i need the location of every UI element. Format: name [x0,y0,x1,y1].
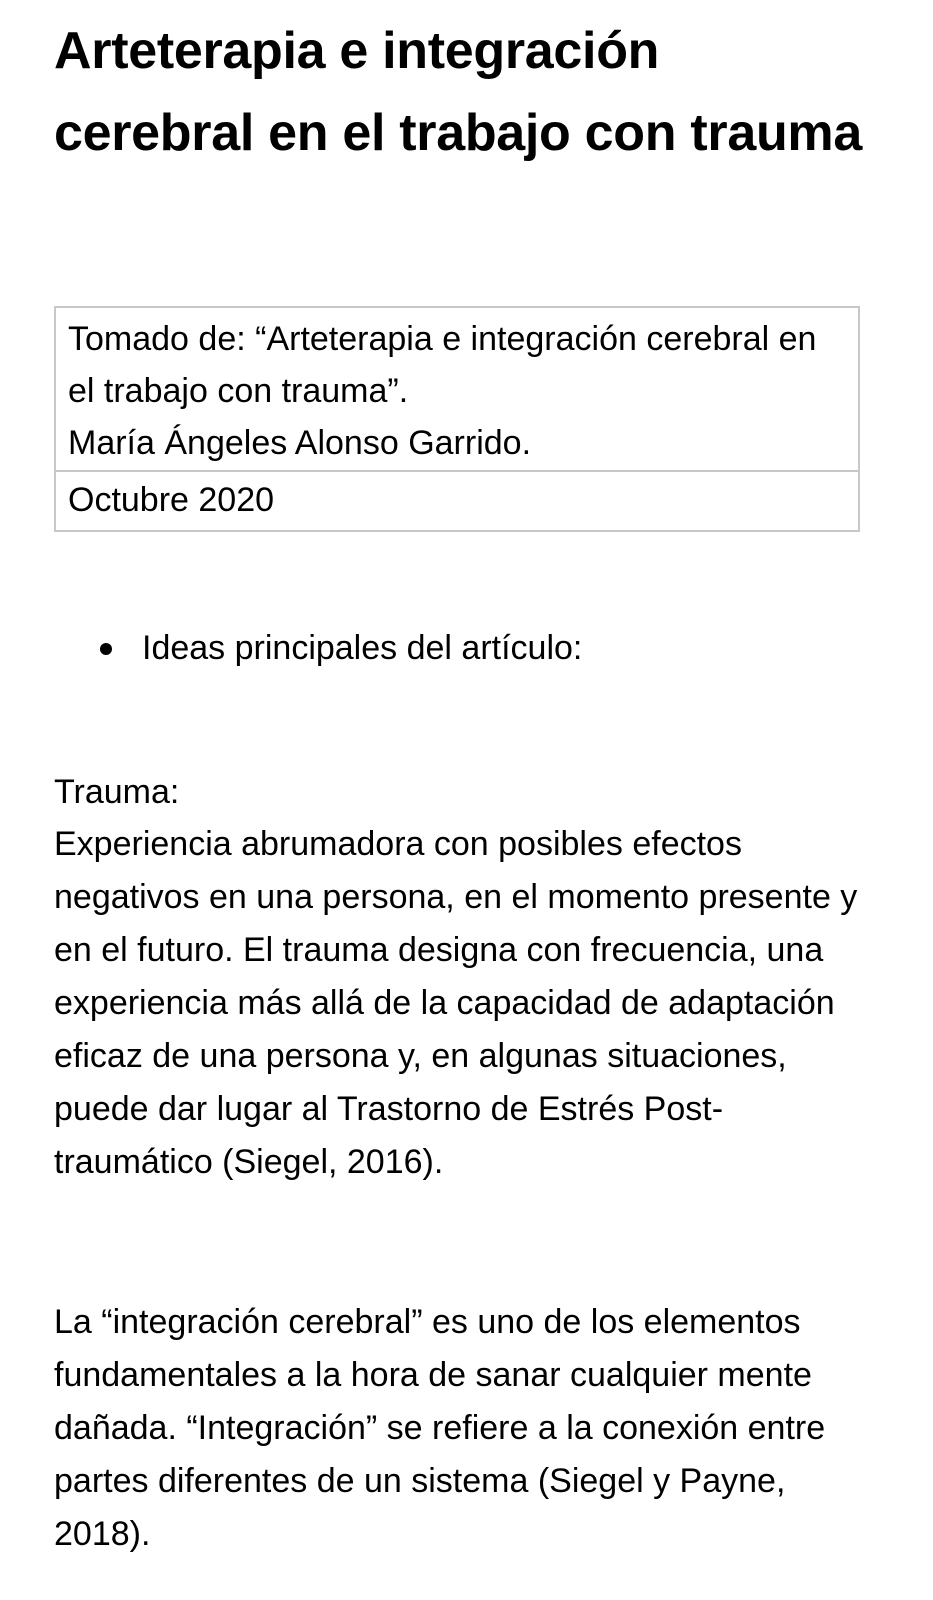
paragraph: Experiencia abrumadora con posibles efectos negativos en una persona, en el momento presente y en el futuro. El trauma designa con frecuencia, una experiencia más allá de la capacidad de adaptación eficaz de una persona y, en algunas situaciones, puede dar lugar al Trastorno de Estrés Post-traumático (Siegel, 2016). [54,825,858,1181]
section-heading: Trauma: [54,773,180,811]
source-author: María Ángeles Alonso Garrido. [68,424,532,462]
bullet-list [100,622,582,674]
list-item [100,622,582,674]
bullet-icon [100,643,112,655]
source-date: Octubre 2020 [68,481,275,519]
paragraph: La “integración cerebral” es uno de los elementos fundamentales a la hora de sanar cualquier mente dañada. “Integración” se refiere a la conexión entre partes diferentes de un sistema (Siegel y Payne, 2018). [54,1303,826,1553]
source-cell [56,308,858,472]
source-table [54,306,860,532]
list-item-text: Ideas principales del artículo: [142,629,583,667]
document-title: Arteterapia e integración cerebral en el trabajo con trauma [54,22,862,162]
source-citation: Tomado de: “Arteterapia e integración cerebral en el trabajo con trauma”. [68,320,817,410]
document-page [54,0,864,1553]
date-cell [56,472,858,530]
